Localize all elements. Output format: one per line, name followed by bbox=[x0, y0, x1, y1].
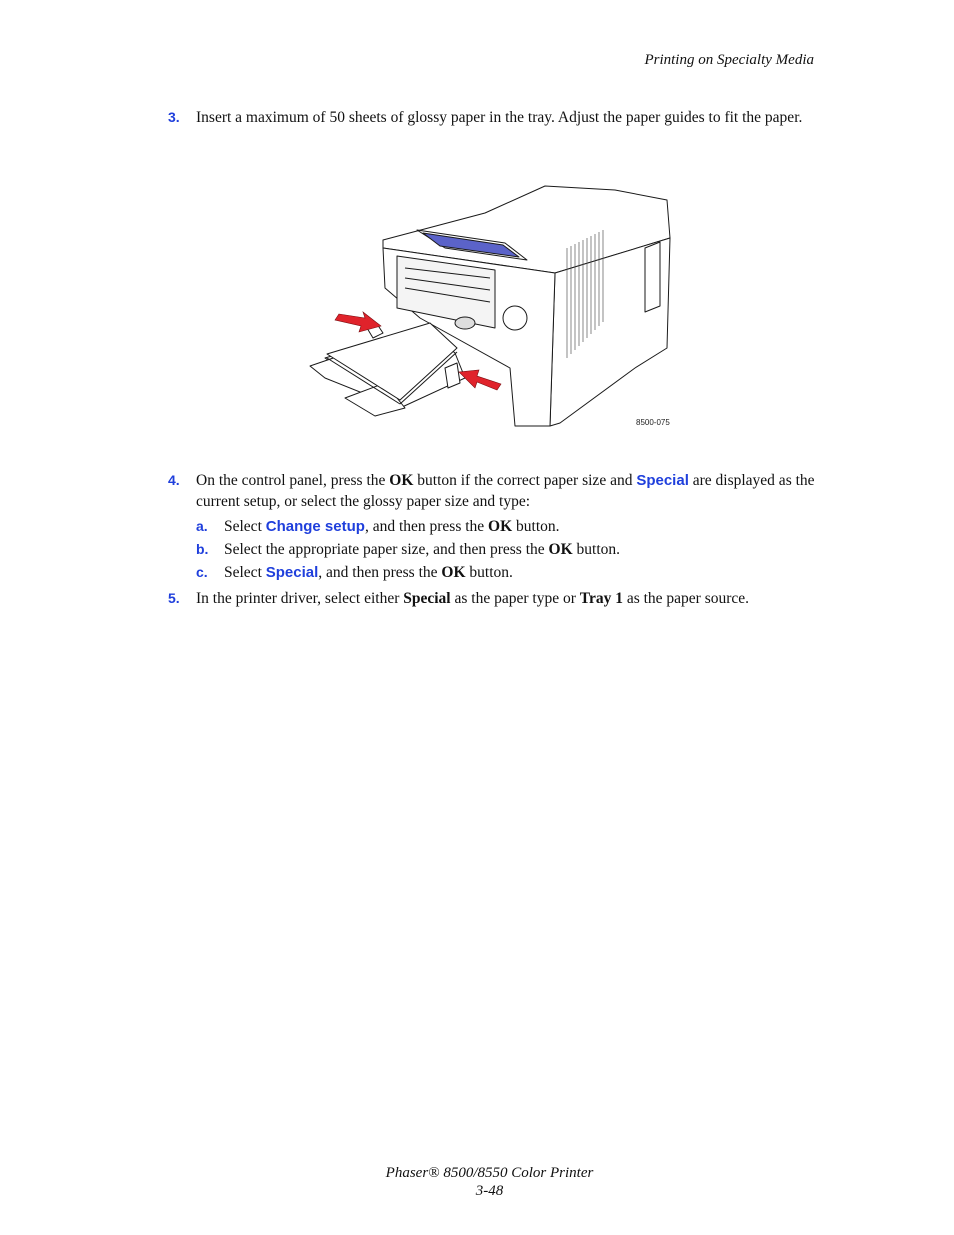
text-run: , and then press the bbox=[318, 564, 442, 581]
step-text bbox=[196, 588, 816, 609]
substep-letter: b. bbox=[196, 541, 209, 557]
step-4 bbox=[168, 470, 816, 512]
substep-a bbox=[196, 516, 784, 537]
ok-button-ref: OK bbox=[389, 472, 414, 489]
text-run: button. bbox=[572, 541, 621, 558]
step-5 bbox=[168, 588, 816, 609]
text-run: button. bbox=[465, 564, 513, 581]
text-run: In the printer driver, select either bbox=[196, 590, 404, 607]
footer-page-number: 3-48 bbox=[475, 1183, 504, 1199]
step-number: 4. bbox=[168, 472, 180, 488]
substep-text bbox=[224, 516, 784, 537]
printer-illustration bbox=[305, 178, 675, 433]
text-run: button if the correct paper size and bbox=[413, 472, 637, 489]
substep-letter: c. bbox=[196, 564, 208, 580]
step-text bbox=[196, 470, 816, 512]
page-footer bbox=[0, 1164, 954, 1200]
arrow-left-icon bbox=[459, 370, 501, 390]
text-run: as the paper type or bbox=[450, 590, 580, 607]
substep-text bbox=[224, 562, 784, 583]
ok-button-ref: OK bbox=[548, 541, 573, 558]
ok-button-ref: OK bbox=[441, 564, 466, 581]
text-run: Select bbox=[224, 564, 266, 581]
step-text: Insert a maximum of 50 sheets of glossy paper in the tray. Adjust the paper guides to fit the paper. bbox=[196, 109, 803, 126]
text-run: button. bbox=[512, 518, 560, 535]
footer-product: Phaser® 8500/8550 Color Printer bbox=[385, 1165, 594, 1181]
figure-label: 8500-075 bbox=[636, 418, 670, 427]
running-header: Printing on Specialty Media bbox=[644, 52, 814, 68]
ok-button-ref: OK bbox=[488, 518, 513, 535]
text-run: as the paper source. bbox=[622, 590, 750, 607]
tray-ref: Tray 1 bbox=[579, 590, 623, 607]
text-run: are displayed as the current setup, or select the glossy paper size and type: bbox=[196, 472, 815, 510]
text-run: On the control panel, press the bbox=[196, 472, 390, 489]
substep-c bbox=[196, 562, 784, 583]
text-run: Select bbox=[224, 518, 266, 535]
substep-text bbox=[224, 539, 784, 560]
step-number: 5. bbox=[168, 590, 180, 606]
special-menu-ref: Special bbox=[265, 564, 319, 581]
text-run: Select the appropriate paper size, and then press the bbox=[224, 541, 549, 558]
step-3 bbox=[168, 107, 816, 128]
step-number: 3. bbox=[168, 109, 180, 125]
substep-letter: a. bbox=[196, 518, 208, 534]
substep-b bbox=[196, 539, 784, 560]
special-ref: Special bbox=[403, 590, 451, 607]
change-setup-menu-ref: Change setup bbox=[265, 518, 365, 535]
special-menu-ref: Special bbox=[636, 472, 689, 489]
text-run: , and then press the bbox=[364, 518, 489, 535]
